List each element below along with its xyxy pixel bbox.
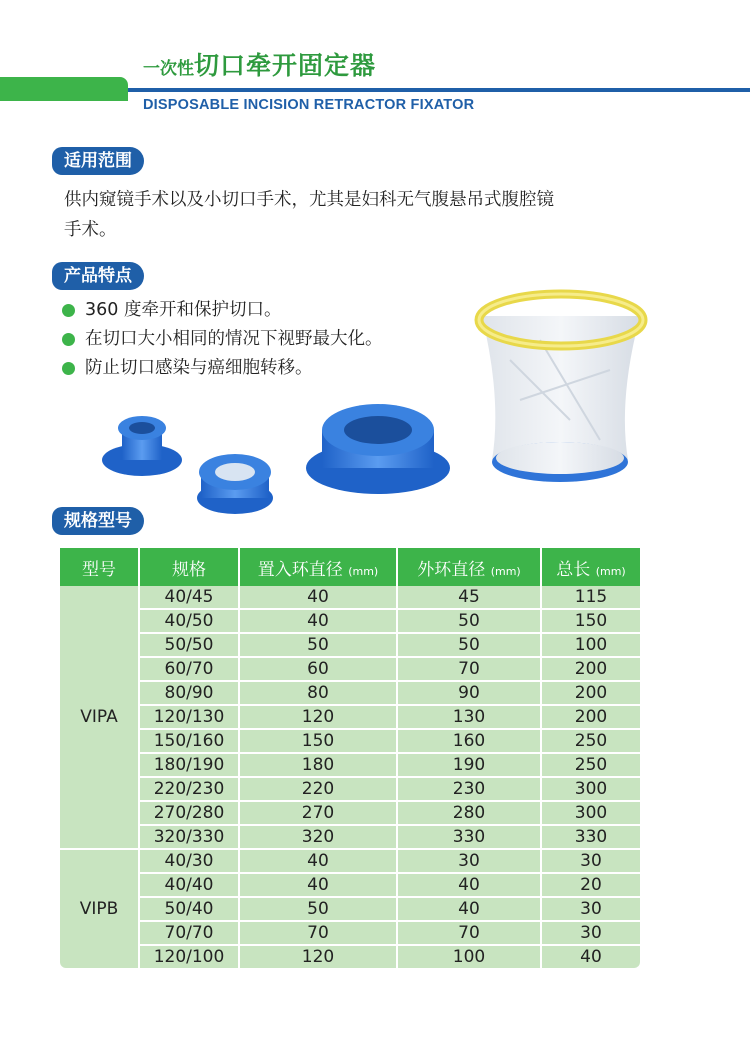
table-row: 80/90 80 90 200 xyxy=(60,682,640,706)
col-header-inner-ring: 置入环直径 (mm) xyxy=(240,548,398,586)
table-row: VIPA 40/45 40 45 115 xyxy=(60,586,640,610)
scope-line-2: 手术。 xyxy=(64,220,117,240)
table-row: 60/70 60 70 200 xyxy=(60,658,640,682)
table-row: 150/160 150 160 250 xyxy=(60,730,640,754)
feature-item: 防止切口感染与癌细胞转移。 xyxy=(62,354,383,383)
model-cell-vipb: VIPB xyxy=(60,850,140,968)
scope-line-1: 供内窥镜手术以及小切口手术，尤其是妇科无气腹悬吊式腹腔镜 xyxy=(64,190,554,210)
header-accent-bar xyxy=(0,77,128,101)
table-row: 50/40 50 40 30 xyxy=(60,898,640,922)
table-row: 120/130 120 130 200 xyxy=(60,706,640,730)
bullet-dot-icon xyxy=(62,304,75,317)
retractor-large-image xyxy=(306,404,450,494)
product-photo xyxy=(100,280,660,530)
table-row: 40/40 40 40 20 xyxy=(60,874,640,898)
title-prefix: 一次性 xyxy=(143,59,194,79)
col-header-spec: 规格 xyxy=(140,548,240,586)
retractor-sleeve-image xyxy=(479,294,643,482)
features-heading: 产品特点 xyxy=(52,262,144,290)
table-header-row xyxy=(60,548,640,586)
feature-item: 在切口大小相同的情况下视野最大化。 xyxy=(62,325,383,354)
model-cell-vipa: VIPA xyxy=(60,586,140,850)
col-header-length: 总长 (mm) xyxy=(542,548,640,586)
page-subtitle: DISPOSABLE INCISION RETRACTOR FIXATOR xyxy=(143,97,475,113)
page-title xyxy=(143,46,376,82)
table-row: 120/100 120 100 40 xyxy=(60,946,640,968)
table-row: VIPB 40/30 40 30 30 xyxy=(60,850,640,874)
col-header-outer-ring: 外环直径 (mm) xyxy=(398,548,542,586)
bullet-dot-icon xyxy=(62,333,75,346)
table-row: 50/50 50 50 100 xyxy=(60,634,640,658)
feature-item: 360 度牵开和保护切口。 xyxy=(62,296,383,325)
bullet-dot-icon xyxy=(62,362,75,375)
scope-heading: 适用范围 xyxy=(52,147,144,175)
spec-table xyxy=(60,548,640,968)
header-rule xyxy=(128,88,750,92)
retractor-small-image xyxy=(102,416,182,476)
col-header-model: 型号 xyxy=(60,548,140,586)
scope-text xyxy=(64,185,664,245)
table-row: 40/50 40 50 150 xyxy=(60,610,640,634)
table-row: 320/330 320 330 330 xyxy=(60,826,640,850)
title-main: 切口牵开固定器 xyxy=(194,51,377,80)
table-row: 270/280 270 280 300 xyxy=(60,802,640,826)
specs-heading: 规格型号 xyxy=(52,507,144,535)
table-row: 180/190 180 190 250 xyxy=(60,754,640,778)
table-row: 70/70 70 70 30 xyxy=(60,922,640,946)
retractor-medium-image xyxy=(197,454,273,514)
table-row: 220/230 220 230 300 xyxy=(60,778,640,802)
